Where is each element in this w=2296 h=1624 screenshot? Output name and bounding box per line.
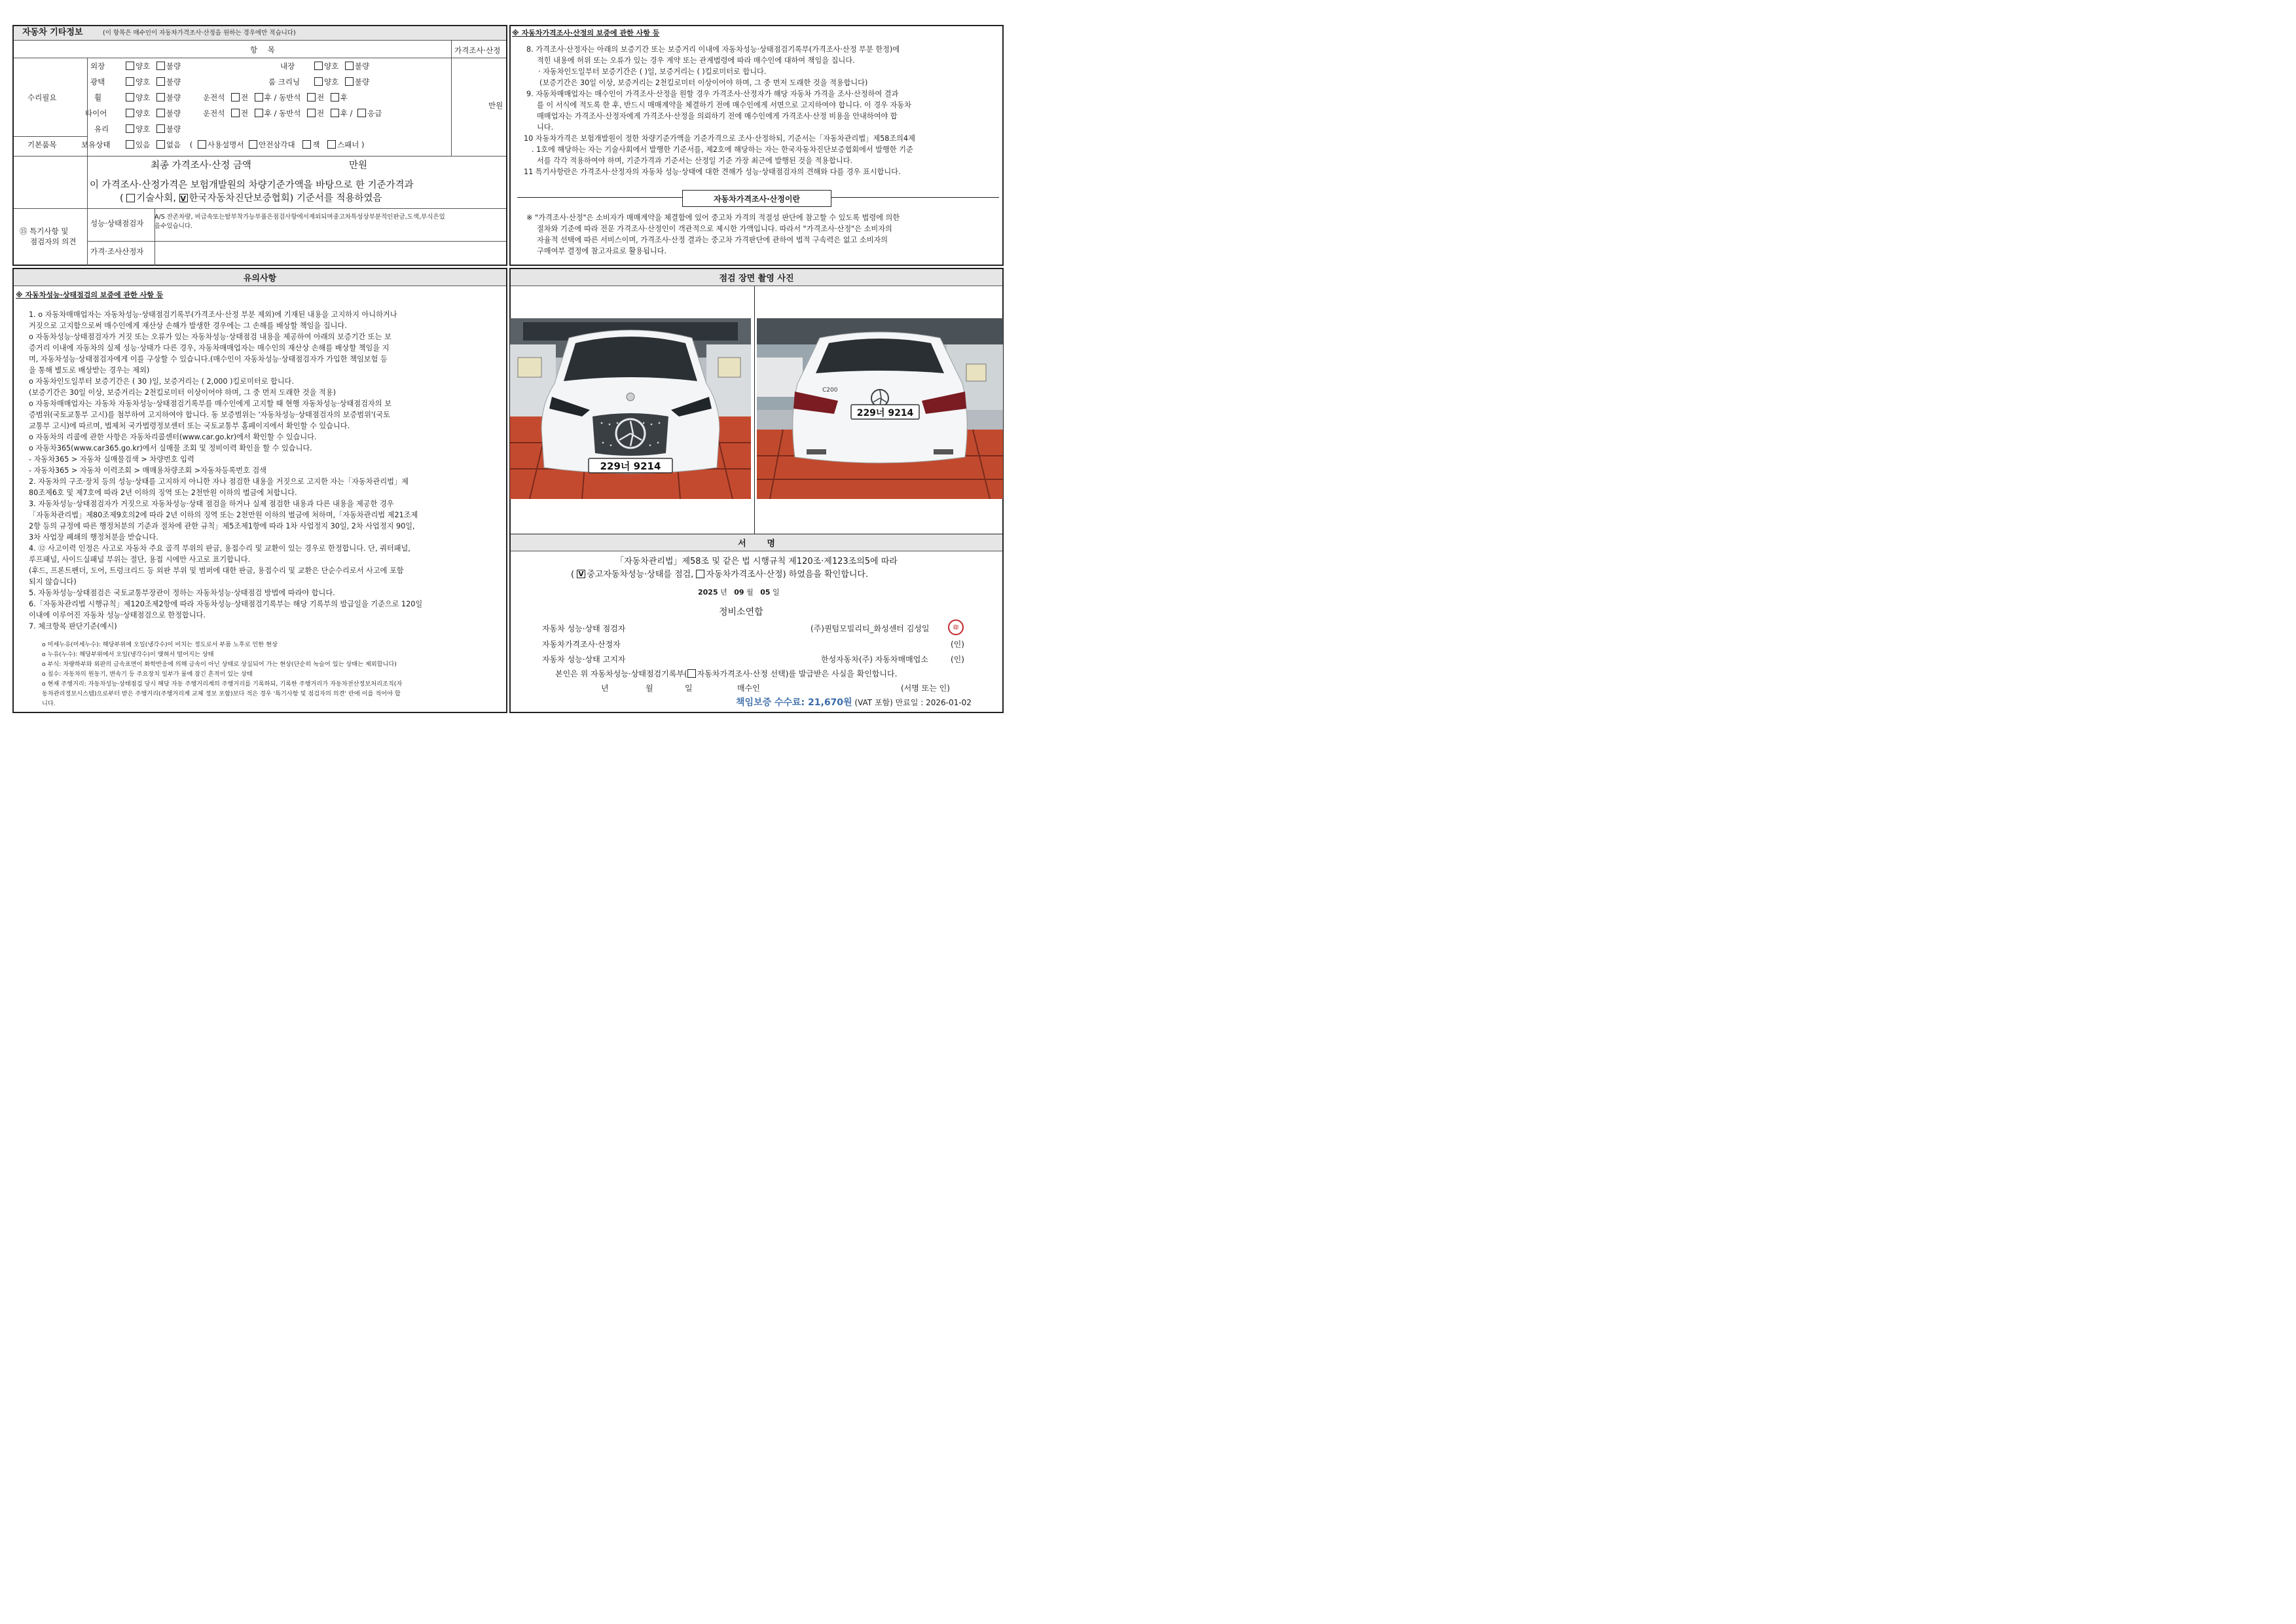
appraisal-guarantee-title: ※ 자동차가격조사·산정의 보증에 관한 사항 등 (512, 29, 660, 37)
buyer-sign-label: (서명 또는 인) (901, 684, 950, 693)
row-exterior: 외장 (90, 62, 105, 71)
notes-text: 1. o 자동차매매업자는 자동차성능·상태점검기록부(가격조사·산정 부분 제외)에 기재된 내용을 고지하지 아니하거나 거짓으로 고지함으로써 매수인에게 재산상 손해가 발생한 경우에는 그 손해를 배상할 책임을 집니다. o 자동차성능·상태점검자가 거짓 또는 오류가 있는 자동차성능·상태점검 내용을 제공하여 아래의 보증기간 또는 보 증거리 이내에 자동차의 실제 성능·상태가 다른 경우, 자동차매매업자는 매수인의 재산상 손해를 배상할 책임을 지 며, 자동차성능·상태점검자에게 이를 구상할 수 있습니다.(매수인이 자동차성능·상태점검자가 가입한 책임보험 등 을 통해 별도로 배상받는 경우는 제외) o 자동차인도일부터 보증기간은 ( 30 )일, 보증거리는 ( 2,000 )킬로미터로 합니다. (보증기간은 30일 이상, 보증거리는 2천킬로미터 이상이어야 하며, 그 중 먼저 도래한 것을 적용) o 자동차매매업자는 자동차 자동차성능·상태점검기록부를 매수인에게 고지할 때 현행 자동차성능·상태점검자의 보 증범위(국토교통부 고시)를 첨부하여 고지하여야 합니다. 동 보증범위는 '자동차성능·상태점검자의 보증범위'(국토 교통부 고시)에 따르며, 법제처 국가법령정보센터 또는 국토교통부 홈페이지에서 확인할 수 있습니다. o 자동차의 리콜에 관한 사항은 자동차리콜센터(www.car.go.kr)에서 확인할 수 있습니다. o 자동차365(www.car365.go.kr)에서 실매물 조회 및 정비이력 확인을 할 수 있습니다. - 자동차365 > 자동차 실매물검색 > 차량번호 입력 - 자동차365 > 자동차 이력조회 > 매매용차량조회 >자동차등록번호 검색 2. 자동차의 구조·장치 등의 성능·상태를 고지하지 아니한 자나 점검한 내용을 거짓으로 고지한 자는「자동차관리법」제 80조제6호 및 제7호에 따라 2년 이하의 징역 또는 2천만원 이하의 벌금에 처합니다. 3. 자동차성능·상태점검자가 거짓으로 자동차성능·상태 점검을 하거나 실제 점검한 내용과 다른 내용을 제공한 경우 「자동차관리법」제80조제9호의2에 따라 2년 이하의 징역 또는 2천만원 이하의 벌금에 처하며,「자동차관리법 제21조제 2항 등의 규정에 따른 행정처분의 기준과 절차에 관한 규칙」제5조제1항에 따라 1차 사업정지 30일, 2차 사업정지 90일, 3차 사업장 폐쇄의 행정처분을 받습니다. 4. ⑫ 사고이력 인정은 사고로 자동차 주요 골격 부위의 판금, 용접수리 및 교환이 있는 경우로 한정합니다. 단, 쿼터패널, 루프패널, 사이드실패널 부위는 절단, 용접 시에만 사고로 표기합니다. (후드, 프론트펜더, 도어, 트렁크리드 등 외판 부위 및 범퍼에 대한 판금, 용접수리 및 교환은 단순수리로서 사고에 포함 되지 않습니다) 5. 자동차성능·상태점검은 국토교통부장관이 정하는 자동차성능·상태점검 방법에 따라야 합니다. 6.「자동차관리법 시행규칙」제120조제2항에 따라 자동차성능·상태점검기록부는 해당 기록부의 발급일을 기준으로 120일 이내에 이루어진 자동차 성능·상태점검으로 한정합니다. 7. 체크항목 판단기준(예시) (29, 310, 423, 631)
row-possession: 보유상태 (81, 140, 111, 149)
wheel-driver-front-checkbox[interactable] (231, 93, 240, 101)
col-price-header: 가격조사·산정 (454, 46, 501, 55)
other-info-note: (이 항목은 매수인이 자동차가격조사·산정을 원하는 경우에만 적습니다) (103, 29, 296, 37)
gloss-good-checkbox[interactable] (126, 77, 134, 86)
guarantee-fee: 책임보증 수수료: 21,670원 (VAT 포함) 만료일 : 2026-01-02 (736, 697, 972, 708)
basis-line-2: ( 기술사회, V 한국자동차진단보증협회) 기준서를 적용하였음 (120, 193, 382, 204)
signature-date: 2025 년 09 월 05 일 (698, 588, 780, 597)
notes-title: ※ 자동차성능·상태점검의 보증에 관한 사항 등 (16, 291, 164, 299)
final-price-label: 최종 가격조사·산정 금액 (151, 160, 251, 171)
receipt-month: 월 (646, 684, 653, 693)
check-criteria-text: o 미세누유(미세누수): 해당부위에 오일(냉각수)이 비치는 정도로서 부품 노후로 인한 현상 o 누유(누수): 해당부위에서 오일(냉각수)이 맺혀서 떨어지는 상태 o 부식: 차량하부와 외판의 금속표면이 화학반응에 의해 금속이 아닌 상태로 상실되어 가는 현상(단순히 녹슬어 있는 상태는 제외합니다) o 침수: 자동차의 원동기, 변속기 등 주요장치 일부가 물에 잠긴 흔적이 있는 상태 o 현재 주행거리: 자동차성능·상태점검 당시 해당 자동 주행거리계의 주행거리를 기록하되, 기록한 주행거리가 자동차전산정보처리조직(자 동차관리정보시스템)으로부터 받은 주행거리(주행거리계 교체 정보 포함)보다 적은 경우 '특기사항 및 점검자의 의견' 란에 이를 적어야 합 니다. (42, 641, 403, 707)
exterior-options[interactable]: 양호 불량 (126, 62, 181, 71)
inspector-seal-stamp: 印 (948, 619, 964, 635)
front-inspection-photo (510, 318, 751, 499)
organization-name: 정비소연합 (719, 607, 763, 618)
repair-needed-label: 수리필요 (27, 93, 57, 102)
final-price-unit: 만원 (349, 160, 368, 171)
signature-band: 서 명 (511, 534, 1002, 551)
other-info-title: 자동차 기타정보 (22, 28, 83, 37)
interior-good-checkbox[interactable] (314, 62, 323, 70)
possession-options[interactable]: 있음 없음 ( 사용설명서 안전삼각대 잭 스패너 ) (126, 140, 365, 149)
rear-badge-text: C200 (822, 387, 838, 394)
tire-driver-rear-checkbox[interactable] (255, 109, 263, 117)
receipt-day: 일 (685, 684, 693, 693)
notifier-role: 자동차 성능·상태 고지자 (542, 655, 626, 664)
wheel-bad-checkbox[interactable] (156, 93, 165, 101)
spanner-checkbox[interactable] (327, 140, 336, 149)
appraiser-opinion-label: 가격·조사산정자 (90, 247, 144, 256)
special-remarks-label-2: 점검자의 의견 (30, 237, 77, 246)
tire-pass-front-checkbox[interactable] (307, 109, 316, 117)
row-glass: 유리 (94, 124, 109, 134)
gloss-bad-checkbox[interactable] (156, 77, 165, 86)
row-tire: 타이어 (85, 109, 107, 118)
rear-car-image (757, 318, 1003, 499)
basic-items-label: 기본품목 (27, 140, 57, 149)
inspector-opinion-label: 성능·상태점검자 (90, 219, 144, 228)
signature-statement-1: 「자동차관리법」제58조 및 같은 법 시행규칙 제120조·제123조의5에 따라 (615, 557, 898, 566)
row-wheel: 휠 (94, 93, 102, 102)
appraisal-guarantee-text: 8. 가격조사·산정자는 아래의 보증기간 또는 보증거리 이내에 자동차성능·상태점검기록부(가격조사·산정 부분 한정)에 적힌 내용에 허위 또는 오류가 있는 경우 계약 또는 관계법령에 따라 매수인에 대하여 책임을 집니다. · 자동차인도일부터 보증기간은 ( )일, 보증거리는 ( )킬로미터로 합니다. (보증기간은 30일 이상, 보증거리는 2천킬로미터 이상이어야 하며, 그 중 먼저 도래한 것을 적용합니다) 9. 자동차매매업자는 매수인이 가격조사·산정을 원할 경우 가격조사·산정자가 해당 자동차 가격을 조사·산정하여 결과 를 이 서식에 적도록 한 후, 반드시 매매계약을 체결하기 전에 매수인에게 서면으로 고지하여야 합니다. 이 경우 자동차 매매업자는 가격조사·산정자에게 가격조사·산정을 의뢰하기 전에 매수인에게 가격조사·산정 비용을 안내하여야 합 니다. 10 자동차가격은 보험개발원이 정한 차량기준가액을 기준가격으로 조사·산정하되, 기준서는「자동차관리법」제58조의4제 . 1호에 해당하는 자는 기술사회에서 발행한 기준서를, 제2호에 해당하는 자는 한국자동차진단보증협회에서 발행한 기준 서를 각각 적용하여야 하며, 기준가격과 기준서는 산정일 기준 가장 최근에 발행된 것을 적용합니다. 11 특기사항란은 가격조사·산정자의 자동차 성능·상태에 대한 견해가 성능·상태점검자의 견해와 다를 경우 표시합니다. (524, 45, 915, 176)
receipt-year: 년 (601, 684, 609, 693)
inspector-opinion-text-2: 을수있습니다. (155, 223, 193, 230)
notifier-name: 한성자동차(주) 자동차매매업소 (821, 655, 928, 664)
triangle-checkbox[interactable] (249, 140, 257, 149)
interior-bad-checkbox[interactable] (345, 62, 354, 70)
row-gloss: 광택 (90, 77, 105, 86)
glass-good-checkbox[interactable] (126, 124, 134, 133)
appraisal-checkbox[interactable] (696, 570, 704, 578)
tire-good-checkbox[interactable] (126, 109, 134, 117)
photo-band: 점검 장면 촬영 사진 (511, 269, 1002, 286)
tire-pass-rear-checkbox[interactable] (331, 109, 339, 117)
notes-band: 유의사항 (14, 269, 506, 286)
exterior-bad-checkbox[interactable] (156, 62, 165, 70)
appraiser-seal: (인) (951, 640, 964, 649)
rear-inspection-photo (757, 318, 1003, 499)
tire-driver-front-checkbox[interactable] (231, 109, 240, 117)
front-plate-text: 229너 9214 (600, 460, 661, 472)
tire-bad-checkbox[interactable] (156, 109, 165, 117)
gloss-options[interactable]: 양호 불량 (126, 77, 181, 86)
row-room-clean: 룸 크리닝 (268, 77, 301, 86)
possession-has-checkbox[interactable] (126, 140, 134, 149)
appraisal-definition-title: 자동차가격조사·산정이란 (682, 190, 831, 207)
price-unit-won: 만원 (488, 101, 503, 110)
basis-line-1: 이 가격조사·산정가격은 보험개발원의 차량기준가액을 바탕으로 한 기준가격과 (90, 180, 414, 191)
wheel-driver-rear-checkbox[interactable] (255, 93, 263, 101)
room-clean-bad-checkbox[interactable] (345, 77, 354, 86)
room-clean-good-checkbox[interactable] (314, 77, 323, 86)
interior-options[interactable]: 양호 불량 (314, 62, 369, 71)
wheel-good-checkbox[interactable] (126, 93, 134, 101)
tire-position-options[interactable]: 운전석 전 후 / 동반석 전 후 / 응급 (203, 109, 382, 118)
notifier-seal: (인) (951, 655, 964, 664)
front-car-image (510, 318, 751, 499)
wheel-options[interactable]: 양호 불량 (126, 93, 181, 102)
appraiser-role: 자동차가격조사·산정자 (542, 640, 621, 649)
basis-tech-checkbox[interactable] (126, 194, 135, 202)
wheel-position-options[interactable]: 운전석 전 후 / 동반석 전 후 (203, 93, 348, 102)
inspector-name: (주)퀀텀모빌리티_화성센터 김성일 (811, 624, 930, 633)
signature-statement-2: ( V 중고자동차성능·상태를 점검, 자동차가격조사·산정) 하였음을 확인합니다. (571, 570, 868, 580)
possession-none-checkbox[interactable] (156, 140, 165, 149)
manual-checkbox[interactable] (198, 140, 206, 149)
glass-bad-checkbox[interactable] (156, 124, 165, 133)
tire-options[interactable]: 양호 불량 (126, 109, 181, 118)
wheel-pass-front-checkbox[interactable] (307, 93, 316, 101)
wheel-pass-rear-checkbox[interactable] (331, 93, 339, 101)
col-item-header: 항 목 (250, 45, 279, 54)
glass-options[interactable]: 양호 불량 (126, 124, 181, 134)
inspector-role: 자동차 성능·상태 점검자 (542, 624, 626, 633)
special-remarks-label: ⑮ 특기사항 및 (20, 227, 69, 236)
jack-checkbox[interactable] (302, 140, 311, 149)
receipt-appraisal-checkbox[interactable] (687, 669, 696, 678)
buyer-label: 매수인 (737, 684, 760, 693)
exterior-good-checkbox[interactable] (126, 62, 134, 70)
basis-assoc-checkbox[interactable] (179, 194, 188, 202)
room-clean-options[interactable]: 양호 불량 (314, 77, 369, 86)
row-interior: 내장 (280, 62, 295, 71)
inspection-checkbox[interactable] (577, 570, 585, 578)
receipt-statement: 본인은 위 자동차성능·상태점검기록부( 자동차가격조사·산정 선택)를 발급받은 사실을 확인합니다. (555, 669, 898, 678)
rear-plate-text: 229너 9214 (856, 408, 914, 418)
tire-emergency-checkbox[interactable] (357, 109, 366, 117)
appraisal-definition-text: ※ "가격조사·산정"은 소비자가 매매계약을 체결함에 있어 중고차 가격의 적절성 판단에 참고할 수 있도록 법령에 의한 절차와 기준에 따라 전문 가격조사·산정인이 객관적으로 제시한 가액입니다. 따라서 "가격조사·산정"은 소비자의 자율적 선택에 따른 서비스이며, 가격조사·산정 결과는 중고차 가격판단에 관하여 법적 구속력은 없고 소비자의 구매여부 결정에 참고자료로 활용됩니다. (526, 213, 900, 255)
inspector-opinion-text-1: A/S 잔존차량, 비급속또는탈부착가능부품은점검사항에서제외되며중고차특성상부분적인판금,도색,부식은있 (155, 213, 445, 221)
